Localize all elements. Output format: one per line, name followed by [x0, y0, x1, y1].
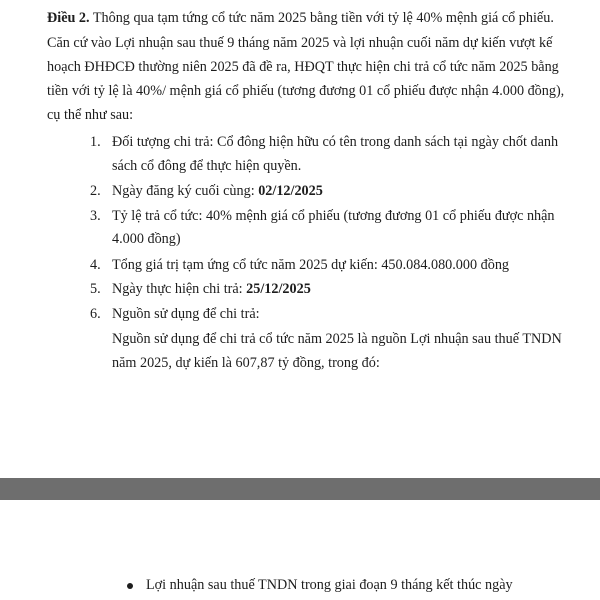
article-heading: Điều 2. [47, 10, 90, 26]
list-item-6-sub-2: năm 2025, dự kiến là 607,87 tỷ đồng, trong đó: [112, 355, 380, 371]
list-item-6 [90, 305, 260, 323]
list-item-number: 2. [90, 183, 101, 199]
list-item-1 [90, 133, 558, 151]
list-item-3-continuation: 4.000 đồng) [112, 231, 181, 247]
list-item-number: 6. [90, 306, 101, 322]
list-item-text: Tổng giá trị tạm ứng cổ tức năm 2025 dự kiến: 450.084.080.000 đồng [112, 257, 510, 273]
list-item-label: Ngày thực hiện chi trả: [112, 281, 247, 297]
list-item-number: 5. [90, 281, 101, 297]
article-intro-line-1 [47, 9, 554, 27]
article-intro-line-2: Căn cứ vào Lợi nhuận sau thuế 9 tháng năm 2025 và lợi nhuận cuối năm dự kiến vượt kế [47, 35, 553, 51]
bullet-item: Lợi nhuận sau thuế TNDN trong giai đoạn 9 tháng kết thúc ngày [146, 577, 513, 593]
list-item-text: Đối tượng chi trả: Cổ đông hiện hữu có tên trong danh sách tại ngày chốt danh [112, 134, 559, 150]
list-item-4 [90, 256, 509, 274]
payment-date-value: 25/12/2025 [246, 281, 311, 297]
list-item-3 [90, 207, 555, 225]
page-break-band [0, 478, 600, 500]
list-item-5 [90, 280, 311, 298]
list-item-label: Ngày đăng ký cuối cùng: [112, 183, 259, 199]
list-item-6-sub-1: Nguồn sử dụng để chi trả cổ tức năm 2025 là nguồn Lợi nhuận sau thuế TNDN [112, 331, 562, 347]
article-intro-line-3: hoạch ĐHĐCĐ thường niên 2025 đã đề ra, HĐQT thực hiện chi trả cổ tức năm 2025 bằng [47, 59, 559, 75]
list-item-number: 4. [90, 257, 101, 273]
list-item-number: 1. [90, 134, 101, 150]
article-intro-text: Thông qua tạm tứng cổ tức năm 2025 bằng tiền với tỷ lệ 40% mệnh giá cổ phiếu. [89, 10, 554, 26]
article-intro-line-5: cụ thể như sau: [47, 107, 134, 123]
bullet-dot [127, 583, 133, 589]
record-date-value: 02/12/2025 [258, 183, 323, 199]
list-item-2 [90, 182, 323, 200]
list-item-text: Tỷ lệ trả cổ tức: 40% mệnh giá cổ phiếu (tương đương 01 cổ phiếu được nhận [112, 208, 555, 224]
article-intro-line-4: tiền với tỷ lệ là 40%/ mệnh giá cổ phiếu (tương đương 01 cổ phiếu được nhận 4.000 đồng), [47, 83, 565, 99]
list-item-1-continuation: sách cổ đông để thực hiện quyền. [112, 158, 302, 174]
list-item-text: Nguồn sử dụng để chi trả: [112, 306, 260, 322]
list-item-number: 3. [90, 208, 101, 224]
